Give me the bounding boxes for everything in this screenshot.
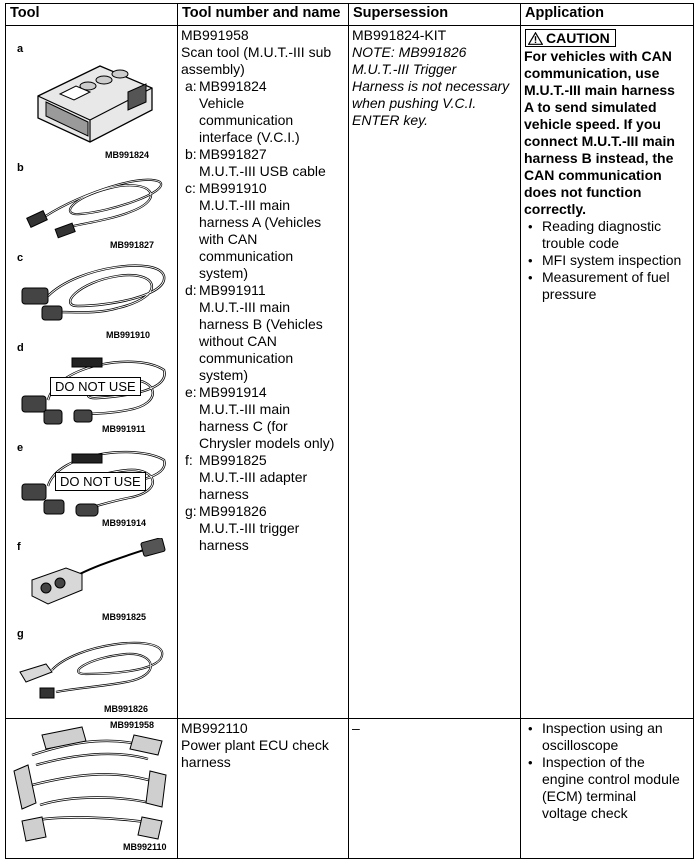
part-number-a: MB991824 [105,150,150,160]
do-not-use-label-d: DO NOT USE [50,377,141,396]
list-item: • MFI system inspection [528,252,682,268]
list-item: f: MB991825 M.U.T.-III adapter harness [185,452,308,502]
tool-label-c: c [17,252,24,264]
application-list [524,720,690,822]
part-number-kit: MB991958 [110,720,155,730]
tool-illustrations-cell [6,26,178,730]
tool-name-line: assembly) [181,61,245,77]
bullet-icon: • [528,253,533,268]
part-number-ecu-harness: MB992110 [123,842,167,852]
tool-label-g: g [17,628,24,640]
part-number-e: MB991914 [102,518,147,528]
header-application: Application [521,4,694,26]
ecu-check-harness-illustration [12,725,172,843]
application-cell [521,719,694,859]
header-row [6,4,694,26]
application-list [524,218,690,303]
supersession-note: NOTE: MB991826 M.U.T.-III Trigger Harness is not necessary when pushing V.C.I. ENTER key. [352,44,510,128]
usb-cable-illustration [20,168,170,244]
table-row [6,719,694,859]
list-item: d: MB991911 M.U.T.-III main harness B (Vehicles without CAN communication system) [185,282,323,383]
bullet-icon: • [528,755,533,770]
warning-triangle-icon [528,32,543,45]
do-not-use-label-e: DO NOT USE [55,472,146,491]
list-item: a: MB991824 Vehicle communication interface (V.C.I.) [185,78,300,145]
list-item: • Inspection of the engine control module (ECM) terminal voltage check [528,754,680,821]
supersession-cell [349,719,521,859]
tool-label-f: f [17,541,21,553]
list-item: • Reading diagnostic trouble code [528,218,662,251]
part-number-b: MB991827 [110,240,155,250]
supersession-cell [349,26,521,719]
tool-name-line: Power plant ECU check [181,737,329,753]
tool-label-d: d [17,342,24,354]
tool-name-line: Scan tool (M.U.T.-III sub [181,44,332,60]
tool-label-e: e [17,442,24,454]
part-number-d: MB991911 [102,424,146,434]
list-item: g: MB991826 M.U.T.-III trigger harness [185,503,300,553]
supersession-number: MB991824-KIT [352,27,447,43]
list-item: c: MB991910 M.U.T.-III main harness A (Vehicles with CAN communication system) [185,180,322,281]
list-item: • Inspection using an oscilloscope [528,720,663,753]
main-harness-a-illustration [18,256,170,328]
trigger-harness-illustration [16,630,170,706]
part-number-f: MB991825 [102,612,147,622]
tool-number-name-cell [178,26,349,719]
tool-name-line: harness [181,754,231,770]
list-item: e: MB991914 M.U.T.-III main harness C (for Chrysler models only) [185,384,335,451]
caution-text: For vehicles with CAN communication, use M.U.T.-III main harness A to send simulated vehicle speed. If you connect M.U.T.-III main harness B instead, the CAN communication does not function correctly. [524,48,675,217]
tool-number-line: MB991958 [181,27,249,43]
tool-number-line: MB992110 [181,720,248,736]
application-cell [521,26,694,719]
vci-illustration [30,58,158,148]
list-item: b: MB991827 M.U.T.-III USB cable [185,146,326,179]
part-number-g: MB991826 [104,704,149,714]
list-item: • Measurement of fuel pressure [528,269,670,302]
bullet-icon: • [528,219,533,234]
tool-number-name-cell [178,719,349,859]
part-number-c: MB991910 [106,330,151,340]
sub-item-list [181,78,345,554]
header-tool: Tool [6,4,178,26]
caution-badge: CAUTION [525,29,616,47]
header-supersession: Supersession [349,4,521,26]
adapter-harness-illustration [26,538,168,612]
tool-illustration-cell [6,719,178,859]
supersession-value: – [352,720,360,736]
tool-label-a: a [17,43,24,55]
bullet-icon: • [528,721,533,736]
header-tool-number-name: Tool number and name [178,4,349,26]
bullet-icon: • [528,270,533,285]
tool-label-b: b [17,162,24,174]
table-row [6,26,694,719]
tool-table [5,3,694,859]
